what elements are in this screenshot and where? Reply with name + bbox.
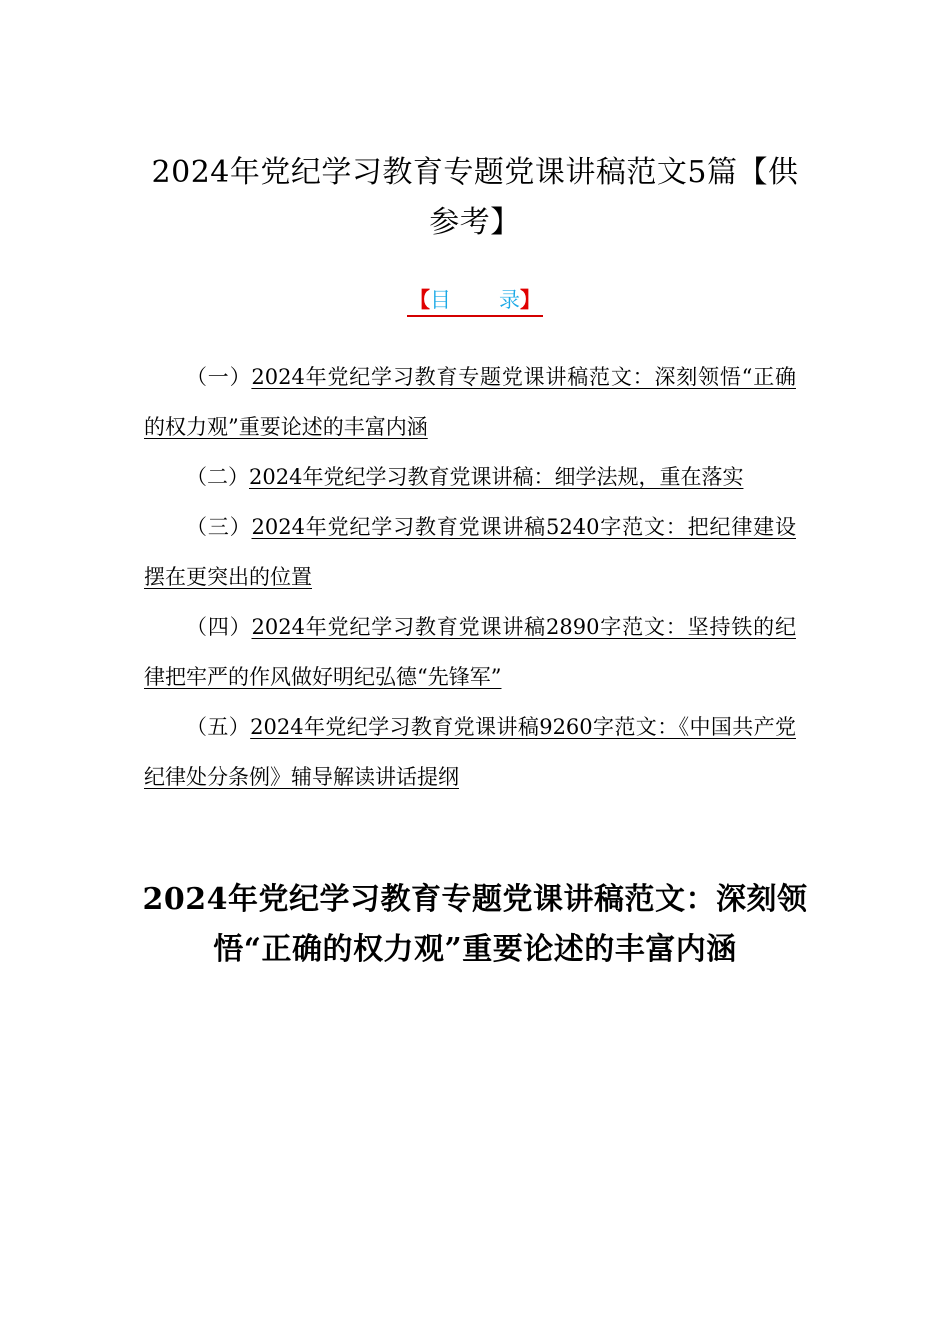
toc-item-5 [144,702,796,802]
toc-item-number: （二） [186,465,249,489]
toc-heading [0,285,950,317]
toc-item-1 [144,352,796,452]
toc-list [144,352,796,802]
toc-item-4 [144,602,796,702]
toc-link-4[interactable]: 2024年党纪学习教育党课讲稿2890字范文：坚持铁的纪律把牢严的作风做好明纪弘德“先锋军” [144,615,796,689]
toc-bracket-left: 【 [409,287,430,312]
toc-heading-char-2: 录 [499,288,520,312]
toc-item-3 [144,502,796,602]
toc-item-number: （四） [186,615,252,639]
section-title: 2024年党纪学习教育专题党课讲稿范文：深刻领悟“正确的权力观”重要论述的丰富内涵 [142,881,808,967]
toc-item-2 [144,452,796,502]
toc-bracket-right: 】 [520,287,541,312]
toc-item-number: （三） [186,515,252,539]
toc-item-number: （五） [186,715,251,739]
document-title: 2024年党纪学习教育专题党课讲稿范文5篇【供参考】 [151,155,799,241]
toc-item-number: （一） [186,365,252,389]
toc-link-3[interactable]: 2024年党纪学习教育党课讲稿5240字范文：把纪律建设摆在更突出的位置 [144,515,796,589]
toc-heading-char-1: 目 [430,288,451,312]
toc-link-2[interactable]: 2024年党纪学习教育党课讲稿：细学法规，重在落实 [249,465,744,489]
toc-link-5[interactable]: 2024年党纪学习教育党课讲稿9260字范文：《中国共产党纪律处分条例》辅导解读讲话提纲 [144,715,796,789]
toc-heading-underline [407,285,543,317]
toc-link-1[interactable]: 2024年党纪学习教育专题党课讲稿范文：深刻领悟“正确的权力观”重要论述的丰富内涵 [144,365,796,439]
